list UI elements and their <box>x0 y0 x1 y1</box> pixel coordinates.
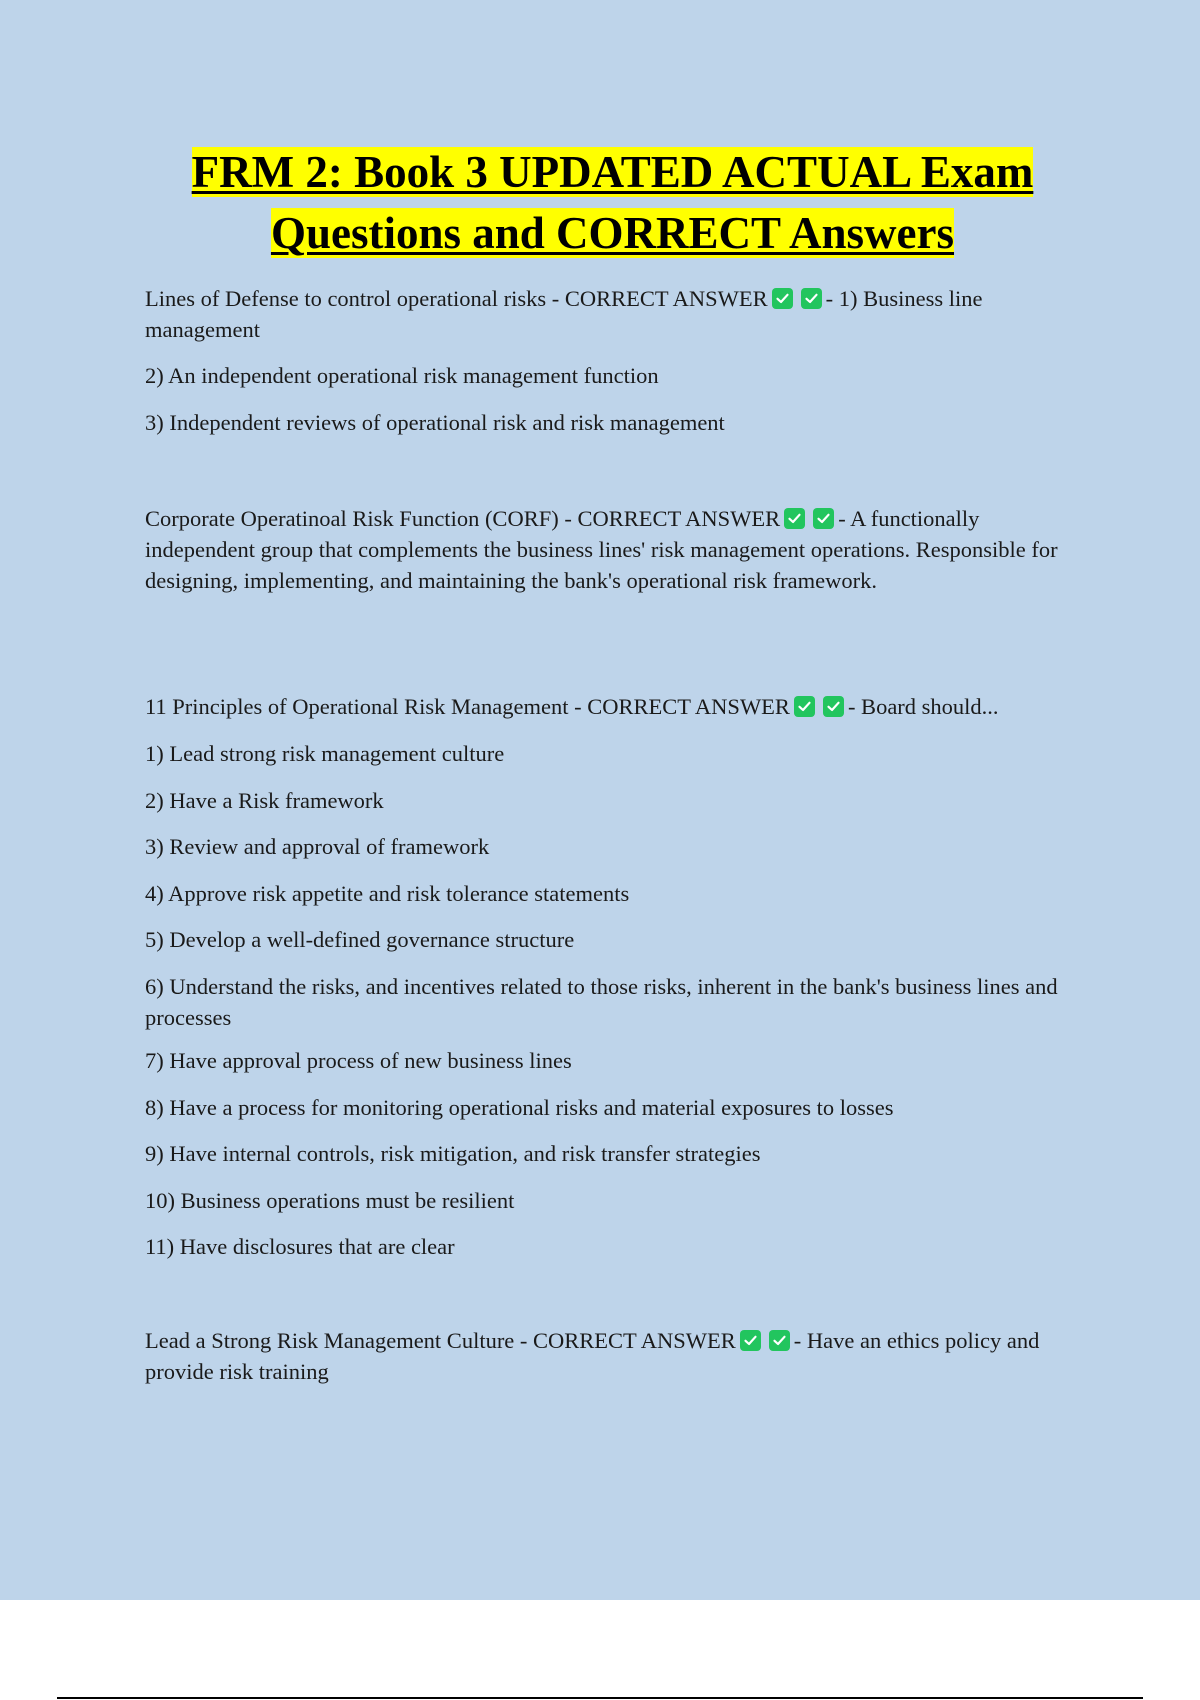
check-mark-icon <box>801 288 822 309</box>
check-mark-icon <box>772 288 793 309</box>
question-text: Lines of Defense to control operational risks - CORRECT ANSWER <box>145 286 768 311</box>
check-mark-icon <box>794 696 815 717</box>
flashcard-2-question <box>145 503 1090 596</box>
title-line-1: FRM 2: Book 3 UPDATED ACTUAL Exam <box>191 147 1034 197</box>
flashcard-3-question <box>145 691 1090 722</box>
answer-text: - Have an ethics policy and provide risk training <box>145 1328 1040 1384</box>
answer-text: - Board should... <box>847 694 999 719</box>
flashcard-3-item: 7) Have approval process of new business lines <box>145 1048 572 1073</box>
page-divider <box>57 1697 1143 1699</box>
check-mark-icon <box>823 696 844 717</box>
flashcard-3-item: 4) Approve risk appetite and risk tolerance statements <box>145 881 630 906</box>
flashcard-3-item: 10) Business operations must be resilient <box>145 1188 515 1213</box>
answer-text: - 1) Business line management <box>145 286 983 342</box>
flashcard-4-question <box>145 1325 1090 1387</box>
check-mark-icon <box>740 1330 761 1351</box>
flashcard-3-item: 11) Have disclosures that are clear <box>145 1234 455 1259</box>
flashcard-3-item: 8) Have a process for monitoring operational risks and material exposures to losses <box>145 1095 894 1120</box>
flashcard-3-item: 1) Lead strong risk management culture <box>145 741 505 766</box>
flashcard-1-item: 3) Independent reviews of operational risk and risk management <box>145 410 725 435</box>
check-mark-icon <box>813 508 834 529</box>
question-text: Lead a Strong Risk Management Culture - CORRECT ANSWER <box>145 1328 736 1353</box>
answer-text: - A functionally independent group that complements the business lines' risk management operations. Responsible for designing, implementing, and maintaining the bank's operational risk framework. <box>145 506 1058 593</box>
flashcard-1-item: 2) An independent operational risk management function <box>145 363 659 388</box>
flashcard-3-item: 9) Have internal controls, risk mitigation, and risk transfer strategies <box>145 1141 761 1166</box>
document-title <box>140 142 1085 264</box>
flashcard-3-item: 5) Develop a well-defined governance structure <box>145 927 575 952</box>
question-text: Corporate Operatinoal Risk Function (CORF) - CORRECT ANSWER <box>145 506 781 531</box>
check-mark-icon <box>769 1330 790 1351</box>
question-text: 11 Principles of Operational Risk Management - CORRECT ANSWER <box>145 694 790 719</box>
title-line-2: Questions and CORRECT Answers <box>270 208 955 258</box>
flashcard-3-item: 2) Have a Risk framework <box>145 788 384 813</box>
check-mark-icon <box>784 508 805 529</box>
flashcard-1-question <box>145 283 1090 345</box>
flashcard-3-item: 3) Review and approval of framework <box>145 834 490 859</box>
flashcard-3-item: 6) Understand the risks, and incentives related to those risks, inherent in the bank's business lines and processes <box>145 974 1058 1030</box>
